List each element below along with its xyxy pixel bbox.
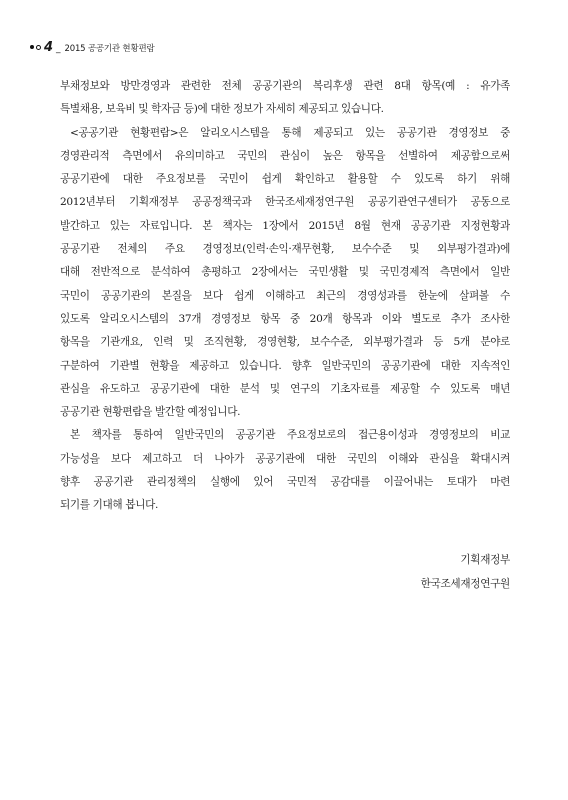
bullet-dots-icon xyxy=(30,45,41,50)
signature-institute: 한국조세재정연구원 xyxy=(420,578,510,590)
text-line: 경영관리적 측면에서 유의미하고 국민의 관심이 높은 항목을 선별하여 제공함으로써 xyxy=(60,149,510,162)
signature-ministry: 기획재정부 xyxy=(460,554,510,566)
text-line: 부채정보와 방만경영과 관련한 전체 공공기관의 복리후생 관련 8대 항목(예 : 유가족 xyxy=(60,80,510,92)
text-line: 가능성을 보다 제고하고 더 나아가 공공기관에 대한 국민의 이해와 관심을 확대시켜 xyxy=(60,452,510,465)
body-text xyxy=(60,75,510,518)
text-line: 구분하여 기관별 현황을 제공하고 있습니다. 향후 일반국민의 공공기관에 대한 지속적인 xyxy=(60,359,510,372)
paragraph-1 xyxy=(60,75,510,122)
text-line: 국민이 공공기관의 본질을 보다 쉽게 이해하고 최근의 경영성과를 한눈에 살펴볼 수 xyxy=(60,289,510,302)
text-line: 공공기관 현황편람을 발간할 예정입니다. xyxy=(60,406,241,419)
text-line: 관심을 유도하고 공공기관에 대한 분석 및 연구의 기초자료를 제공할 수 있도록 매년 xyxy=(60,382,510,395)
text-line: 향후 공공기관 관리정책의 실행에 있어 국민적 공감대를 이끌어내는 토대가 마련 xyxy=(60,476,510,489)
signature-block xyxy=(421,548,510,596)
text-line: 본 책자를 통하여 일반국민의 공공기관 주요정보로의 접근용이성과 경영정보의 비교 xyxy=(70,429,510,442)
text-line: 특별채용, 보육비 및 학자금 등)에 대한 정보가 자세히 제공되고 있습니다. xyxy=(60,103,384,116)
paragraph-3 xyxy=(60,424,510,517)
paragraph-2 xyxy=(60,122,510,425)
text-line: 대해 전반적으로 분석하여 총평하고 2장에서는 국민생활 및 국민경제적 측면에서 일반 xyxy=(60,266,510,279)
text-line: 항목을 기관개요, 인력 및 조직현황, 경영현황, 보수수준, 외부평가결과 등 5개 분야로 xyxy=(60,336,510,349)
header-separator: _ xyxy=(56,44,61,54)
page-number: 4 xyxy=(44,40,54,55)
header-title: 2015 공공기관 현황편람 xyxy=(64,44,155,54)
text-line: 되기를 기대해 봅니다. xyxy=(60,499,159,512)
running-header xyxy=(30,40,154,56)
text-line: 공공기관에 대한 주요정보를 국민이 쉽게 확인하고 활용할 수 있도록 하기 위해 xyxy=(60,173,510,186)
text-line: <공공기관 현황편람>은 알리오시스템을 통해 제공되고 있는 공공기관 경영정보 중 xyxy=(70,126,510,139)
text-line: 공공기관 전체의 주요 경영정보(인력·손익·재무현황, 보수수준 및 외부평가결과)에 xyxy=(60,243,510,256)
text-line: 2012년부터 기획재정부 공공정책국과 한국조세재정연구원 공공기관연구센터가 공동으로 xyxy=(60,196,510,209)
text-line: 있도록 알리오시스템의 37개 경영정보 항목 중 20개 항목과 이와 별도로 추가 조사한 xyxy=(60,312,510,325)
text-line: 발간하고 있는 자료입니다. 본 책자는 1장에서 2015년 8월 현재 공공기관 지정현황과 xyxy=(60,219,510,232)
